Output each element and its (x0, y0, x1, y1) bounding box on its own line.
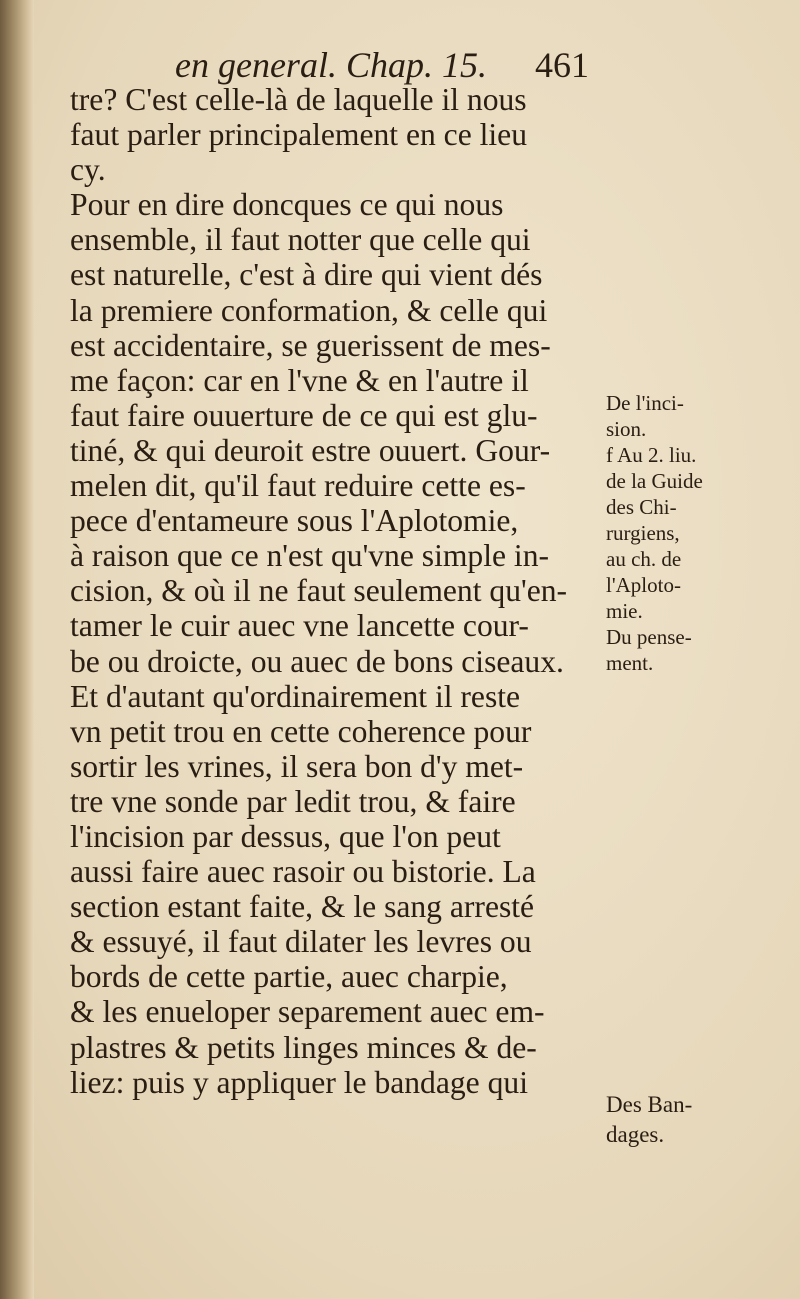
text-line: ensemble, il faut notter que celle qui (70, 222, 531, 258)
text-line: la premiere conformation, & celle qui (70, 292, 548, 328)
text-line: l'incision par dessus, que l'on peut (70, 818, 501, 854)
text-line: section estant faite, & le sang arresté (70, 889, 535, 925)
margin-note-line: De l'inci- (606, 391, 684, 415)
margin-note-line: mie. (606, 599, 643, 623)
text-line: faut faire ouuerture de ce qui est glu- (70, 397, 538, 433)
margin-note-line: ment. (606, 651, 654, 675)
margin-note-line: Des Ban- (606, 1092, 693, 1117)
text-line: tiné, & qui deuroit estre ouuert. Gour- (70, 432, 551, 468)
text-line: pece d'entameure sous l'Aplotomie, (70, 503, 519, 539)
text-line: tamer le cuir auec vne lancette cour- (70, 608, 529, 644)
margin-note-line: rurgiens, (606, 521, 680, 545)
page-binding-shadow (0, 0, 34, 1299)
text-line: à raison que ce n'est qu'vne simple in- (70, 538, 550, 574)
margin-note-line: de la Guide (606, 469, 703, 493)
text-line: tre? C'est celle-là de laquelle il nous (70, 82, 527, 117)
margin-note-line: au ch. de (606, 547, 682, 571)
page-number: 461 (535, 45, 589, 85)
text-line: aussi faire auec rasoir ou bistorie. La (70, 854, 536, 890)
text-line: est accidentaire, se guerissent de mes- (70, 327, 551, 363)
margin-note-line: sion. (606, 417, 647, 441)
text-line: vn petit trou en cette coherence pour (70, 713, 532, 749)
text-line: & les enueloper separement auec em- (70, 994, 545, 1030)
text-line: faut parler principalement en ce lieu (70, 117, 527, 153)
margin-note-bandages (606, 1092, 796, 1152)
text-line: est naturelle, c'est à dire qui vient dés (70, 257, 543, 293)
margin-note-line: l'Aploto- (606, 573, 681, 597)
text-line: me façon: car en l'vne & en l'autre il (70, 362, 529, 398)
text-line: liez: puis y appliquer le bandage qui (70, 1064, 528, 1100)
margin-note-line: des Chi- (606, 495, 677, 519)
margin-note-line: Du pense- (606, 625, 692, 649)
text-line: sortir les vrines, il sera bon d'y met- (70, 748, 524, 784)
header-title: en general. Chap. 15. (175, 45, 487, 85)
text-line: tre vne sonde par ledit trou, & faire (70, 783, 516, 819)
text-line: & essuyé, il faut dilater les levres ou (70, 924, 532, 960)
text-line: cision, & où il ne faut seulement qu'en- (70, 573, 568, 609)
margin-note-line: f Au 2. liu. (606, 443, 697, 467)
text-line: bords de cette partie, auec charpie, (70, 959, 508, 995)
text-line: plastres & petits linges minces & de- (70, 1029, 537, 1065)
margin-note-incision (606, 390, 796, 676)
text-line: Pour en dire doncques ce qui nous (70, 187, 504, 223)
text-line: melen dit, qu'il faut reduire cette es- (70, 468, 526, 504)
text-line: Et d'autant qu'ordinairement il reste (70, 678, 521, 714)
text-line: be ou droicte, ou auec de bons ciseaux. (70, 643, 564, 679)
margin-note-line: dages. (606, 1122, 665, 1147)
main-text-block (70, 82, 600, 1100)
text-line: cy. (70, 152, 106, 188)
